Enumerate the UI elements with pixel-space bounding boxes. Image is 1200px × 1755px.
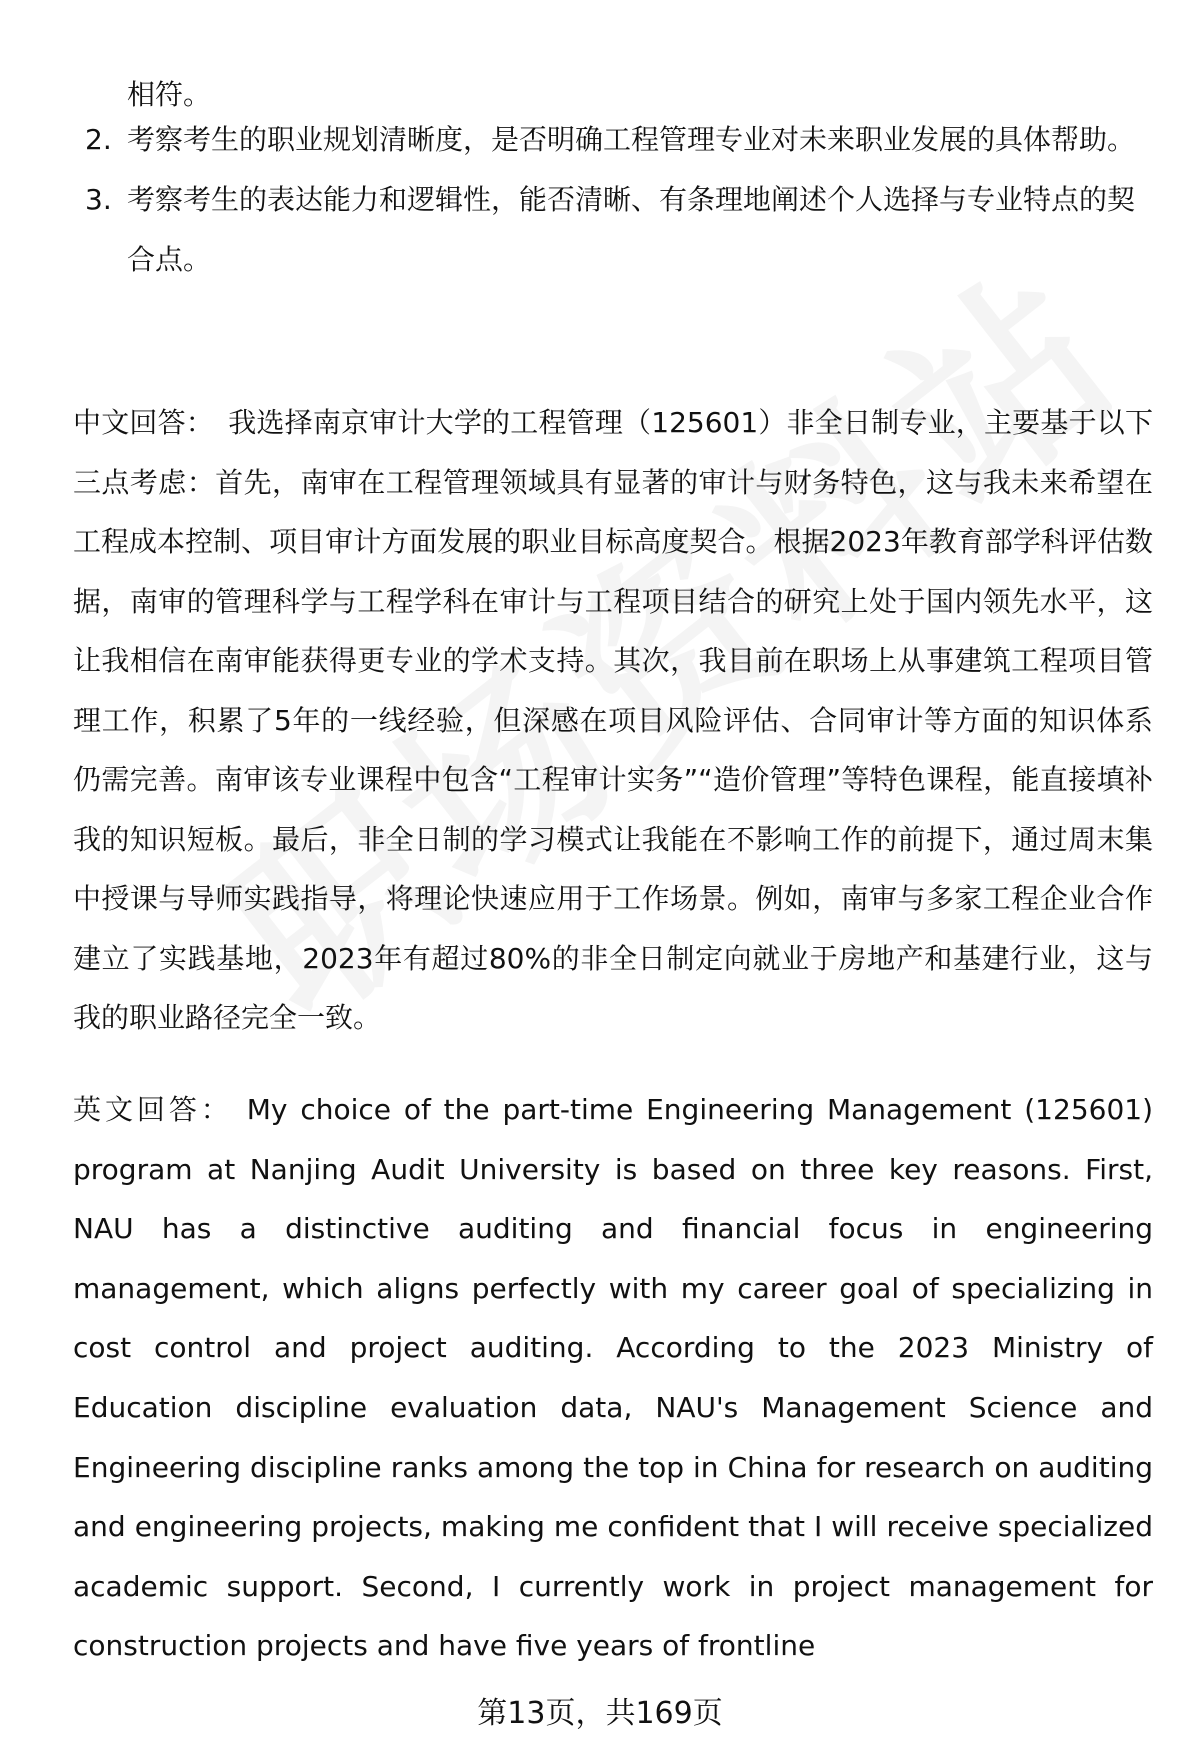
- list-item-continuation: 相符。: [127, 78, 212, 111]
- list-item-text: 考察考生的表达能力和逻辑性，能否清晰、有条理地阐述个人选择与专业特点的契合点。: [127, 183, 1136, 276]
- chinese-answer-label: 中文回答：: [73, 406, 215, 439]
- chinese-answer-text: 我选择南京审计大学的工程管理（125601）非全日制专业，主要基于以下三点考虑：首先，南审在工程管理领域具有显著的审计与财务特色，这与我未来希望在工程成本控制、项目审计方面发展的职业目标高度契合。根据2023年教育部学科评估数据，南审的管理科学与工程学科在审计与工程项目结合的研究上处于国内领先水平，这让我相信在南审能获得更专业的学术支持。其次，我目前在职场上从事建筑工程项目管理工作，积累了5年的一线经验，但深感在项目风险评估、合同审计等方面的知识体系仍需完善。南审该专业课程中包含“工程审计实务”“造价管理”等特色课程，能直接填补我的知识短板。最后，非全日制的学习模式让我能在不影响工作的前提下，通过周末集中授课与导师实践指导，将理论快速应用于工作场景。例如，南审与多家工程企业合作建立了实践基地，2023年有超过80%的非全日制定向就业于房地产和基建行业，这与我的职业路径完全一致。: [73, 406, 1153, 1034]
- chinese-answer: [73, 393, 1153, 1048]
- list-item-number: 2.: [85, 123, 112, 156]
- list-item: [85, 110, 1145, 170]
- list-item: [85, 170, 1145, 290]
- english-answer-text: My choice of the part-time Engineering Management (125601) program at Nanjing Audit University is based on three key reasons. First, NAU has a distinctive auditing and financial focus in engineering management, which aligns perfectly with my career goal of specializing in cost control and project auditing. According to the 2023 Ministry of Education discipline evaluation data, NAU's Management Science and Engineering discipline ranks among the top in China for research on auditing and engineering projects, making me confident that I will receive specialized academic support. Second, I currently work in project management for construction projects and have five years of frontline: [73, 1093, 1153, 1663]
- list-item-number: 3.: [85, 183, 112, 216]
- english-answer: [73, 1080, 1153, 1676]
- english-answer-label: 英文回答：: [73, 1093, 233, 1126]
- list-item-text: 考察考生的职业规划清晰度，是否明确工程管理专业对未来职业发展的具体帮助。: [127, 123, 1136, 156]
- page-number-footer: 第13页，共169页: [477, 1696, 723, 1731]
- evaluation-list: [85, 110, 1145, 290]
